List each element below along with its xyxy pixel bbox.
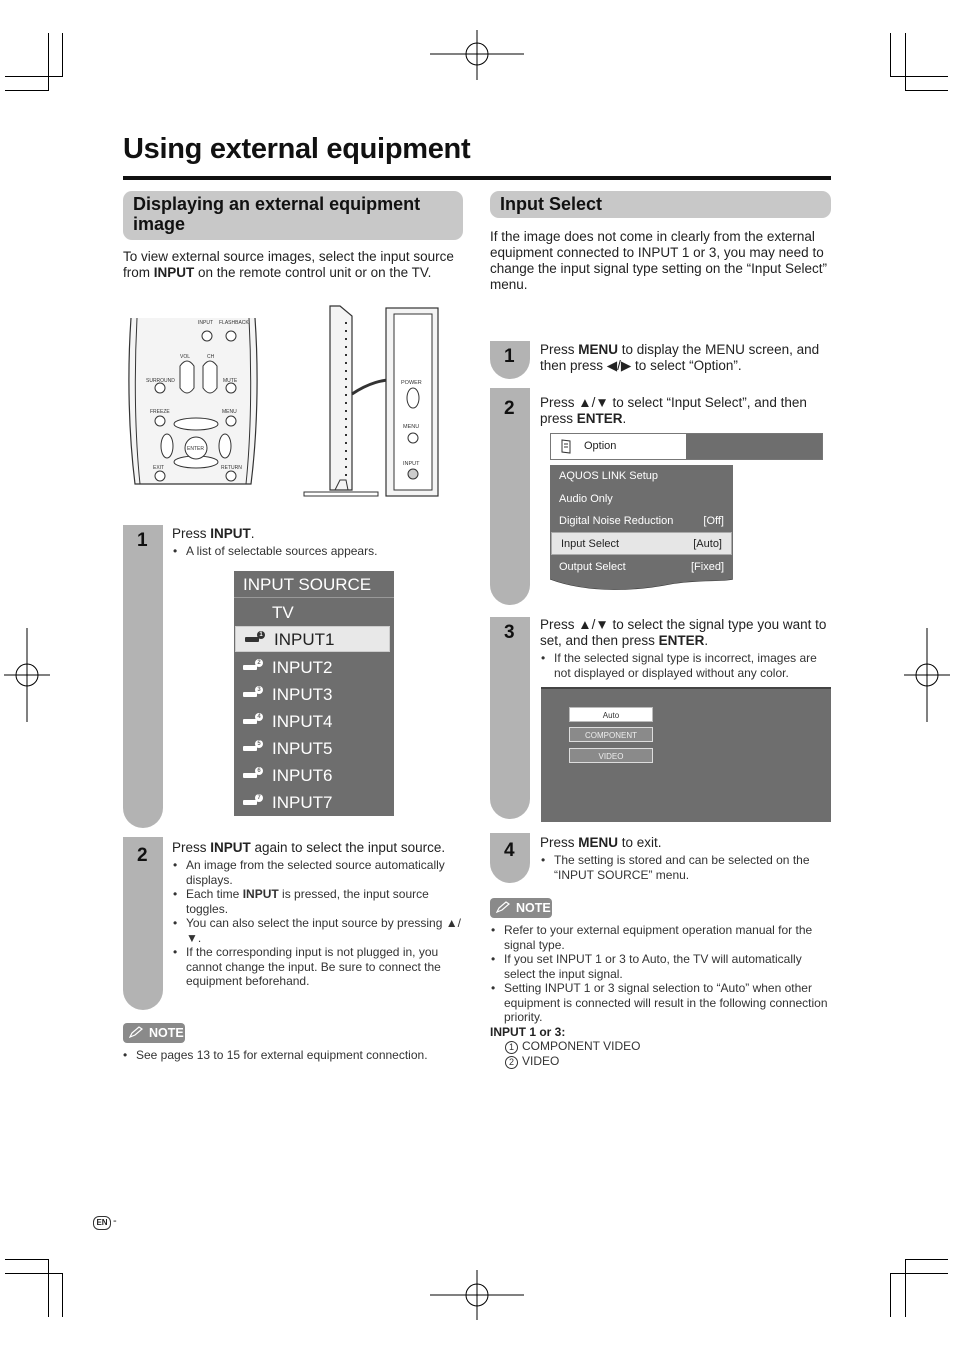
registration-mark-right <box>904 628 950 722</box>
right-step2-pre: Press ▲/▼ to select “Input Select”, and then press <box>540 395 807 426</box>
list-item: • If the corresponding input is not plugged in, you cannot change the input. Be sure to connect the equipment beforehand. <box>172 945 464 989</box>
right-step1-text <box>540 342 834 374</box>
list-item: • An image from the selected source automatically displays. <box>172 858 464 887</box>
bullet-post: is pressed, the input source toggles. <box>186 887 429 916</box>
list-item <box>172 887 464 916</box>
signal-option-auto[interactable]: Auto <box>569 707 653 722</box>
input-source-item-label: INPUT1 <box>274 630 335 649</box>
plug-number: 3 <box>255 686 263 694</box>
page-title: Using external equipment <box>123 133 471 165</box>
pencil-icon <box>496 901 510 913</box>
plug-number: 2 <box>255 659 263 667</box>
option-row-audio-only[interactable] <box>550 488 733 511</box>
remote-label-freeze: FREEZE <box>150 409 170 415</box>
right-note-block <box>490 921 830 1069</box>
right-step2-post: . <box>622 411 627 426</box>
priority-item <box>505 1054 830 1069</box>
left-step1-number: 1 <box>137 530 148 551</box>
remote-label-vol: VOL <box>180 354 191 360</box>
registration-mark-left <box>4 628 50 722</box>
section-heading-left: Displaying an external equipment image <box>123 191 463 240</box>
remote-label-return: RETURN <box>221 465 242 471</box>
left-step2-text <box>172 840 464 989</box>
left-note-bullets <box>122 1048 462 1063</box>
right-step4-pre: Press <box>540 835 579 850</box>
note-badge-left <box>123 1023 185 1043</box>
option-tab-bar <box>550 433 823 460</box>
tv-label-menu: MENU <box>403 424 420 430</box>
remote-label-mute: MUTE <box>223 378 238 384</box>
remote-label-menu: MENU <box>222 409 237 415</box>
right-step3-post: . <box>704 633 709 648</box>
left-step2-pre: Press <box>172 840 211 855</box>
list-item: • Setting INPUT 1 or 3 signal selection to “Auto” when other equipment is connected will result in the following connection priority. <box>490 981 830 1025</box>
priority-item <box>505 1039 830 1054</box>
input-source-item-input2[interactable] <box>234 655 394 681</box>
right-step3-number: 3 <box>504 622 515 643</box>
option-tab-fill <box>686 434 822 459</box>
input-source-item-label: INPUT5 <box>272 739 333 758</box>
plug-number: 1 <box>257 631 265 639</box>
plug-icon <box>243 687 261 697</box>
left-step1-text <box>172 526 462 559</box>
left-step1-post: . <box>250 526 255 541</box>
option-row-input-select[interactable] <box>551 532 732 555</box>
right-step2-number: 2 <box>504 398 515 419</box>
right-step2-text <box>540 395 834 427</box>
note-badge-right <box>490 898 552 918</box>
right-intro: If the image does not come in clearly from the external equipment connected to INPUT 1 or 3, you may need to change the input signal type setting on the “Input Select” menu. <box>490 229 827 292</box>
right-step4-bold: MENU <box>578 835 619 850</box>
left-intro-bold: INPUT <box>153 265 195 280</box>
left-intro-post: on the remote control unit or on the TV. <box>194 265 432 280</box>
remote-label-surround: SURROUND <box>146 378 175 384</box>
plug-number: 6 <box>255 767 263 775</box>
priority-label: COMPONENT VIDEO <box>522 1039 641 1053</box>
input-source-item-label: TV <box>272 603 294 622</box>
plug-icon <box>245 632 263 642</box>
left-step2-number: 2 <box>137 845 148 866</box>
right-step3-bold: ENTER <box>658 633 705 648</box>
plug-number: 4 <box>255 713 263 721</box>
note-label: NOTE <box>516 901 551 915</box>
option-row-value: [Auto] <box>693 538 722 550</box>
input-source-item-label: INPUT6 <box>272 766 333 785</box>
option-row-value: [Fixed] <box>690 561 724 573</box>
remote-control-illustration <box>125 316 265 486</box>
input-source-item-input3[interactable] <box>234 682 394 708</box>
left-step1-bar <box>123 525 163 828</box>
signal-type-panel <box>541 687 831 822</box>
plug-icon <box>243 741 261 751</box>
right-step4-bullets <box>540 853 834 882</box>
registration-mark-bottom <box>430 1270 524 1320</box>
list-item: • The setting is stored and can be selected on the “INPUT SOURCE” menu. <box>540 853 834 882</box>
input-source-item-input6[interactable] <box>234 763 394 789</box>
tv-side-illustration <box>300 302 442 498</box>
option-row-value: [Off] <box>703 515 724 527</box>
plug-icon <box>243 768 261 778</box>
list-item: • If the selected signal type is incorrect, images are not displayed or displayed without any color. <box>540 651 834 680</box>
input-source-item-input1[interactable] <box>235 626 390 652</box>
option-row-label: Input Select <box>561 538 620 550</box>
input-source-header: INPUT SOURCE <box>234 571 394 598</box>
option-row-aquos-link[interactable] <box>550 465 733 488</box>
right-step1-post: to display the MENU screen, and then press ◀/▶ to select “Option”. <box>540 342 820 373</box>
right-step2-bar <box>490 388 530 605</box>
option-menu-list <box>550 465 733 579</box>
input-source-menu <box>234 571 394 816</box>
plug-icon <box>243 795 261 805</box>
bullet-bold: INPUT <box>242 887 279 901</box>
priority-number: 1 <box>505 1041 518 1054</box>
left-step2-post: again to select the input source. <box>250 840 446 855</box>
tv-label-input: INPUT <box>403 461 420 467</box>
right-step2-bold: ENTER <box>576 411 623 426</box>
plug-icon <box>243 660 261 670</box>
priority-list <box>490 1039 830 1069</box>
left-intro-pre: To view external source images, select the input source from <box>123 249 454 280</box>
remote-label-flashback: FLASHBACK <box>219 320 249 326</box>
input-source-item-label: INPUT3 <box>272 685 333 704</box>
option-row-label: Digital Noise Reduction <box>559 515 674 527</box>
input-source-item-label: INPUT4 <box>272 712 333 731</box>
option-icon <box>560 439 572 454</box>
section-heading-right: Input Select <box>490 191 831 218</box>
plug-number: 5 <box>255 740 263 748</box>
tv-label-power: POWER <box>401 380 422 386</box>
left-step1-bullets <box>172 544 462 559</box>
option-tab-label[interactable]: Option <box>584 440 617 452</box>
option-row-label: AQUOS LINK Setup <box>559 470 659 482</box>
list-item: • You can also select the input source by pressing ▲/▼. <box>172 916 464 945</box>
plug-number: 7 <box>255 794 263 802</box>
right-step4-text <box>540 835 834 882</box>
right-step1-pre: Press <box>540 342 579 357</box>
input-source-item-label: INPUT2 <box>272 658 333 677</box>
remote-label-input: INPUT <box>198 320 213 326</box>
input-source-item-input4[interactable] <box>234 709 394 735</box>
remote-label-enter: ENTER <box>187 446 204 452</box>
remote-label-ch: CH <box>207 354 215 360</box>
pencil-icon <box>129 1026 143 1038</box>
right-step1-bold: MENU <box>578 342 619 357</box>
list-item: • If you set INPUT 1 or 3 to Auto, the TV will automatically select the input signal. <box>490 952 830 981</box>
priority-number: 2 <box>505 1056 518 1069</box>
input-source-item-label: INPUT7 <box>272 793 333 812</box>
note-label: NOTE <box>149 1026 184 1040</box>
option-row-label: Audio Only <box>559 493 613 505</box>
right-note-bullets <box>490 923 830 1025</box>
title-rule <box>123 176 831 180</box>
right-step4-post: to exit. <box>618 835 662 850</box>
signal-option-video[interactable]: VIDEO <box>569 748 653 763</box>
right-step3-bar <box>490 617 530 819</box>
page-number-dash: - <box>113 1215 117 1227</box>
right-step4-number: 4 <box>504 840 515 861</box>
language-badge: EN <box>93 1216 111 1230</box>
option-row-label: Output Select <box>559 561 626 573</box>
bullet-pre: Each time <box>186 887 243 901</box>
left-step2-bullets <box>172 858 464 989</box>
priority-label: VIDEO <box>522 1054 560 1068</box>
left-step1-bold: INPUT <box>210 526 251 541</box>
option-row-digital-noise-reduction[interactable] <box>550 510 733 533</box>
left-step1-pre: Press <box>172 526 211 541</box>
registration-mark-top <box>430 30 524 80</box>
right-step3-text <box>540 617 834 680</box>
remote-label-exit: EXIT <box>153 465 165 471</box>
menu-torn-edge <box>550 576 733 596</box>
input-source-item-input5[interactable] <box>234 736 394 762</box>
signal-option-component[interactable]: COMPONENT <box>569 727 653 742</box>
list-item: • Refer to your external equipment operation manual for the signal type. <box>490 923 830 952</box>
left-intro <box>123 249 458 281</box>
left-step2-bold: INPUT <box>210 840 251 855</box>
list-item: • A list of selectable sources appears. <box>172 544 462 559</box>
priority-title: INPUT 1 or 3: <box>490 1024 566 1039</box>
plug-icon <box>243 714 261 724</box>
right-step3-pre: Press ▲/▼ to select the signal type you want to set, and then press <box>540 617 827 648</box>
right-step1-number: 1 <box>504 346 515 367</box>
right-step3-bullets <box>540 651 834 680</box>
input-source-item-input7[interactable] <box>234 790 394 816</box>
list-item: • See pages 13 to 15 for external equipment connection. <box>122 1048 462 1063</box>
input-source-item-tv[interactable] <box>234 600 394 626</box>
